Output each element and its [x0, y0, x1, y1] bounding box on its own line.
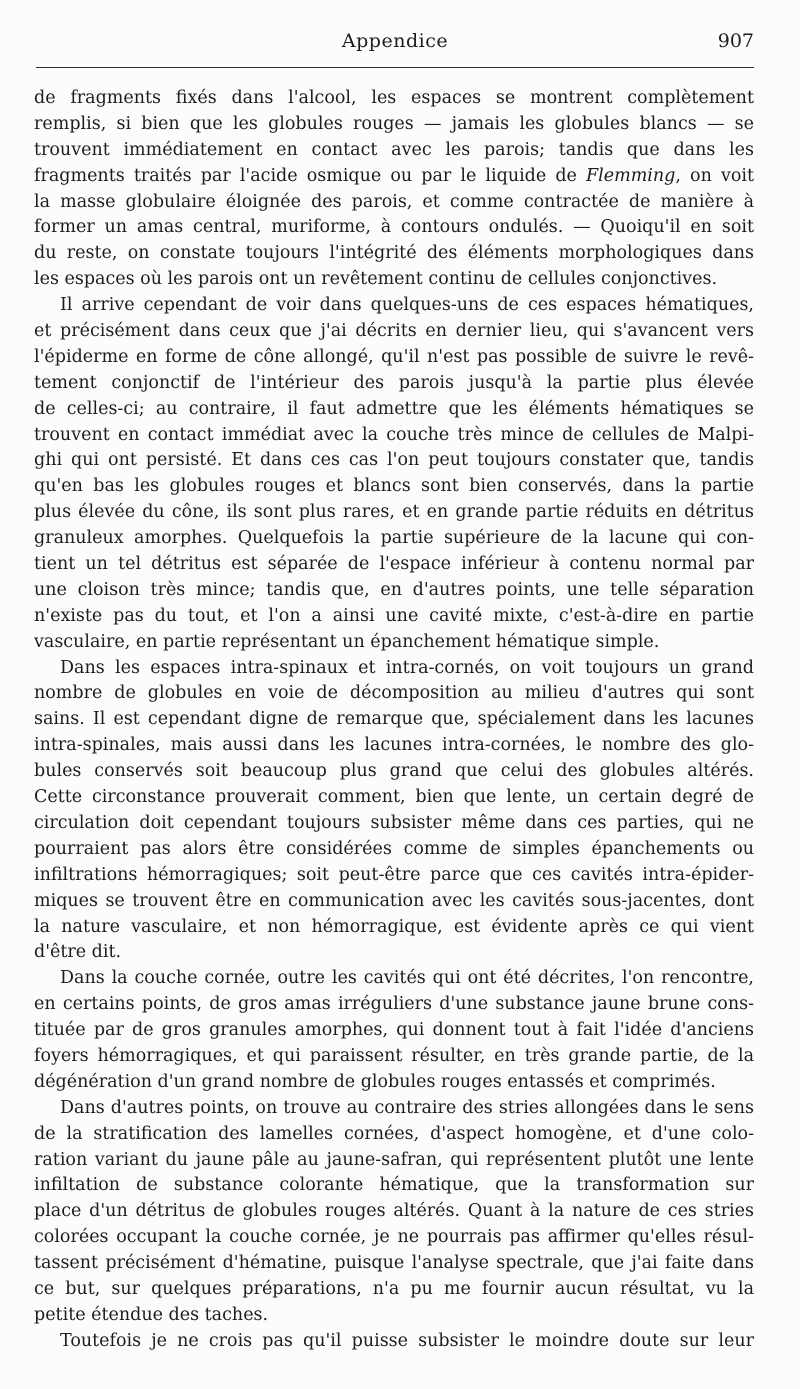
text-line: foyers hémorragiques, et qui paraissent résulter, en très grande partie, de la	[34, 1045, 754, 1066]
text-line: tituée par de gros granules amorphes, qui donnent tout à fait l'idée d'anciens	[34, 1020, 754, 1041]
text-line: tassent précisément d'hématine, puisque l'analyse spectrale, que j'ai faite dans	[34, 1253, 754, 1274]
text-line: place d'un détritus de globules rouges altérés. Quant à la nature de ces stries	[34, 1201, 754, 1222]
text-line: colorées occupant la couche cornée, je ne pourrais pas affirmer qu'elles résul-	[34, 1227, 754, 1248]
text-line: infiltation de substance colorante hématique, que la transformation sur	[34, 1175, 754, 1196]
page-number: 907	[717, 30, 754, 52]
header-rule	[36, 67, 754, 68]
running-title: Appendice	[341, 30, 449, 52]
text-line: Dans d'autres points, on trouve au contraire des stries allongées dans le sens	[60, 1097, 754, 1118]
text-line: de la stratification des lamelles cornées, d'aspect homogène, et d'une colo-	[34, 1123, 754, 1144]
text-line: de fragments fixés dans l'alcool, les espaces se montrent complètement	[34, 88, 754, 108]
text-line: vasculaire, en partie représentant un épanchement hématique simple.	[34, 631, 660, 652]
text-line: d'être dit.	[34, 942, 122, 963]
text-line: nombre de globules en voie de décomposition au milieu d'autres qui sont	[34, 683, 754, 704]
text-line: bules conservés soit beaucoup plus grand que celui des globules altérés.	[34, 761, 754, 782]
text-line: petite étendue des taches.	[34, 1304, 269, 1325]
text-line: intra-spinales, mais aussi dans les lacunes intra-cornées, le nombre des glo-	[34, 735, 754, 756]
text-line: Dans la couche cornée, outre les cavités qui ont été décrites, l'on rencontre,	[60, 968, 754, 989]
text-line: et précisément dans ceux que j'ai décrits en dernier lieu, qui s'avancent vers	[34, 321, 754, 342]
text-line: trouvent en contact immédiat avec la couche très mince de cellules de Malpi-	[34, 424, 754, 445]
emphasized-name: Flemming	[586, 165, 676, 186]
text-line: n'existe pas du tout, et l'on a ainsi une cavité mixte, c'est-à-dire en partie	[34, 605, 754, 626]
text-line: Il arrive cependant de voir dans quelques-uns de ces espaces hématiques,	[60, 295, 754, 316]
text-line: dégénération d'un grand nombre de globules rouges entassés et comprimés.	[34, 1071, 716, 1092]
text-line: trouvent immédiatement en contact avec les parois; tandis que dans les	[34, 139, 754, 160]
text-line: pourraient pas alors être considérées comme de simples épanchements ou	[34, 838, 754, 859]
text-line: la masse globulaire éloignée des parois, et comme contractée de manière à	[34, 191, 754, 212]
text-line: une cloison très mince; tandis que, en d'autres points, une telle séparation	[34, 579, 754, 600]
text-line: de celles-ci; au contraire, il faut admettre que les éléments hématiques se	[34, 398, 754, 419]
text-line: ghi qui ont persisté. Et dans ces cas l'on peut toujours constater que, tandis	[34, 450, 754, 471]
text-line: du reste, on constate toujours l'intégrité des éléments morphologiques dans	[34, 243, 754, 264]
text-line: plus élevée du cône, ils sont plus rares, et en grande partie réduits en détritus	[34, 502, 754, 523]
text-line: fragments traités par l'acide osmique ou par le liquide de Flemming, on voit	[34, 165, 754, 186]
text-line: sains. Il est cependant digne de remarque que, spécialement dans les lacunes	[34, 709, 754, 730]
text-line: Toutefois je ne crois pas qu'il puisse subsister le moindre doute sur leur	[60, 1330, 754, 1351]
text-line: Dans les espaces intra-spinaux et intra-cornés, on voit toujours un grand	[60, 657, 754, 678]
text-line: la nature vasculaire, et non hémorragique, est évidente après ce qui vient	[34, 916, 754, 937]
text-line: ration variant du jaune pâle au jaune-safran, qui représentent plutôt une lente	[34, 1149, 754, 1170]
text-line: qu'en bas les globules rouges et blancs sont bien conservés, dans la partie	[34, 476, 754, 497]
text-line: granuleux amorphes. Quelquefois la partie supérieure de la lacune qui con-	[34, 528, 754, 549]
text-line: Cette circonstance prouverait comment, bien que lente, un certain degré de	[34, 787, 754, 808]
text-line: infiltrations hémorragiques; soit peut-être parce que ces cavités intra-épider-	[34, 864, 754, 885]
body-text	[34, 86, 754, 1355]
text-line: tient un tel détritus est séparée de l'espace inférieur à contenu normal par	[34, 554, 754, 575]
text-line: former un amas central, muriforme, à contours ondulés. — Quoiqu'il en soit	[34, 217, 754, 238]
text-line: circulation doit cependant toujours subsister même dans ces parties, qui ne	[34, 812, 754, 833]
text-line: l'épiderme en forme de cône allongé, qu'il n'est pas possible de suivre le revê-	[34, 346, 754, 367]
text-line: miques se trouvent être en communication avec les cavités sous-jacentes, dont	[34, 890, 754, 911]
text-line: en certains points, de gros amas irréguliers d'une substance jaune brune cons-	[34, 994, 754, 1015]
text-line: remplis, si bien que les globules rouges — jamais les globules blancs — se	[34, 113, 754, 134]
running-head	[36, 26, 754, 58]
text-line: ce but, sur quelques préparations, n'a pu me fournir aucun résultat, vu la	[34, 1278, 754, 1299]
text-line: les espaces où les parois ont un revêtement continu de cellules conjonctives.	[34, 269, 718, 290]
text-line: tement conjonctif de l'intérieur des parois jusqu'à la partie plus élevée	[34, 372, 754, 393]
